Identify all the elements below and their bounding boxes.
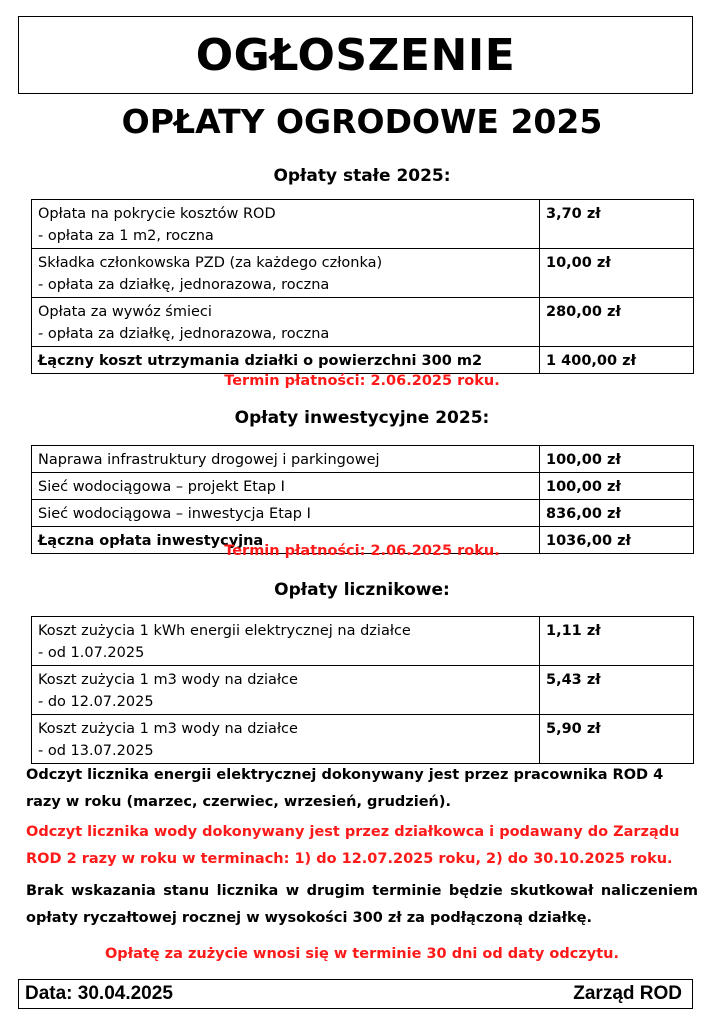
- meter-fees-heading: Opłaty licznikowe:: [274, 580, 450, 600]
- fee-value: 3,70 zł: [540, 200, 694, 249]
- table-row: [32, 666, 694, 715]
- fee-description: [32, 666, 540, 715]
- meter-fees-table: [31, 616, 694, 764]
- fee-value: 100,00 zł: [540, 446, 694, 473]
- announcement-subtitle: OPŁATY OGRODOWE 2025: [121, 102, 603, 141]
- announcement-title: OGŁOSZENIE: [195, 29, 516, 81]
- total-row: [32, 347, 694, 374]
- fee-label: Sieć wodociągowa – projekt Etap I: [32, 473, 540, 500]
- table-row: [32, 446, 694, 473]
- investment-fees-table: [31, 445, 694, 554]
- missing-reading-note: Brak wskazania stanu licznika w drugim terminie będzie skutkował naliczeniem opłaty ryczałtowej rocznej w wysokości 300 zł za podłączoną działkę.: [26, 883, 698, 926]
- table-row: [32, 715, 694, 764]
- fee-label: Naprawa infrastruktury drogowej i parkingowej: [32, 446, 540, 473]
- table-row: [32, 249, 694, 298]
- fee-value: 10,00 zł: [540, 249, 694, 298]
- signature: Zarząd ROD: [573, 983, 682, 1004]
- fee-description: [32, 617, 540, 666]
- fee-label: Sieć wodociągowa – inwestycja Etap I: [32, 500, 540, 527]
- fixed-fees-heading: Opłaty stałe 2025:: [273, 166, 451, 186]
- investment-fees-heading: Opłaty inwestycyjne 2025:: [234, 408, 490, 428]
- table-row: [32, 500, 694, 527]
- fee-detail: - od 13.07.2025: [38, 743, 154, 759]
- fee-description: [32, 249, 540, 298]
- fee-value: 5,90 zł: [540, 715, 694, 764]
- total-label: Łączna opłata inwestycyjna: [32, 527, 540, 554]
- fee-value: 100,00 zł: [540, 473, 694, 500]
- fee-description: [32, 200, 540, 249]
- table-row: [32, 298, 694, 347]
- total-value: 1036,00 zł: [540, 527, 694, 554]
- fee-label: Składka członkowska PZD (za każdego członka): [38, 255, 383, 271]
- fee-label: Opłata za wywóz śmieci: [38, 304, 212, 320]
- fee-label: Koszt zużycia 1 m3 wody na działce: [38, 721, 298, 737]
- table-row: [32, 617, 694, 666]
- payment-note: Opłatę za zużycie wnosi się w terminie 30 dni od daty odczytu.: [104, 946, 619, 962]
- fee-detail: - opłata za działkę, jednorazowa, roczna: [38, 326, 330, 342]
- fee-value: 5,43 zł: [540, 666, 694, 715]
- fixed-fees-deadline: Termin płatności: 2.06.2025 roku.: [224, 373, 500, 389]
- fee-detail: - opłata za 1 m2, roczna: [38, 228, 214, 244]
- announcement-date: Data: 30.04.2025: [25, 983, 173, 1004]
- total-value: 1 400,00 zł: [540, 347, 694, 374]
- fee-description: [32, 715, 540, 764]
- fee-detail: - do 12.07.2025: [38, 694, 154, 710]
- table-row: [32, 200, 694, 249]
- fee-value: 280,00 zł: [540, 298, 694, 347]
- fee-description: [32, 298, 540, 347]
- fee-value: 1,11 zł: [540, 617, 694, 666]
- announcement-title-box: [18, 16, 693, 94]
- footer-box: [18, 979, 693, 1009]
- investment-fees-deadline: Termin płatności: 2.06.2025 roku.: [224, 543, 500, 559]
- fee-label: Koszt zużycia 1 m3 wody na działce: [38, 672, 298, 688]
- fee-label: Koszt zużycia 1 kWh energii elektrycznej na działce: [38, 623, 411, 639]
- fee-label: Opłata na pokrycie kosztów ROD: [38, 206, 276, 222]
- fee-detail: - opłata za działkę, jednorazowa, roczna: [38, 277, 330, 293]
- total-label: Łączny koszt utrzymania działki o powierzchni 300 m2: [32, 347, 540, 374]
- fee-value: 836,00 zł: [540, 500, 694, 527]
- fee-detail: - od 1.07.2025: [38, 645, 145, 661]
- electric-meter-note: Odczyt licznika energii elektrycznej dokonywany jest przez pracownika ROD 4 razy w roku (marzec, czerwiec, wrzesień, grudzień).: [26, 767, 664, 810]
- fixed-fees-table: [31, 199, 694, 374]
- water-meter-note: Odczyt licznika wody dokonywany jest przez działkowca i podawany do Zarządu ROD 2 razy w roku w terminach: 1) do 12.07.2025 roku, 2) do 30.10.2025 roku.: [26, 824, 680, 867]
- table-row: [32, 473, 694, 500]
